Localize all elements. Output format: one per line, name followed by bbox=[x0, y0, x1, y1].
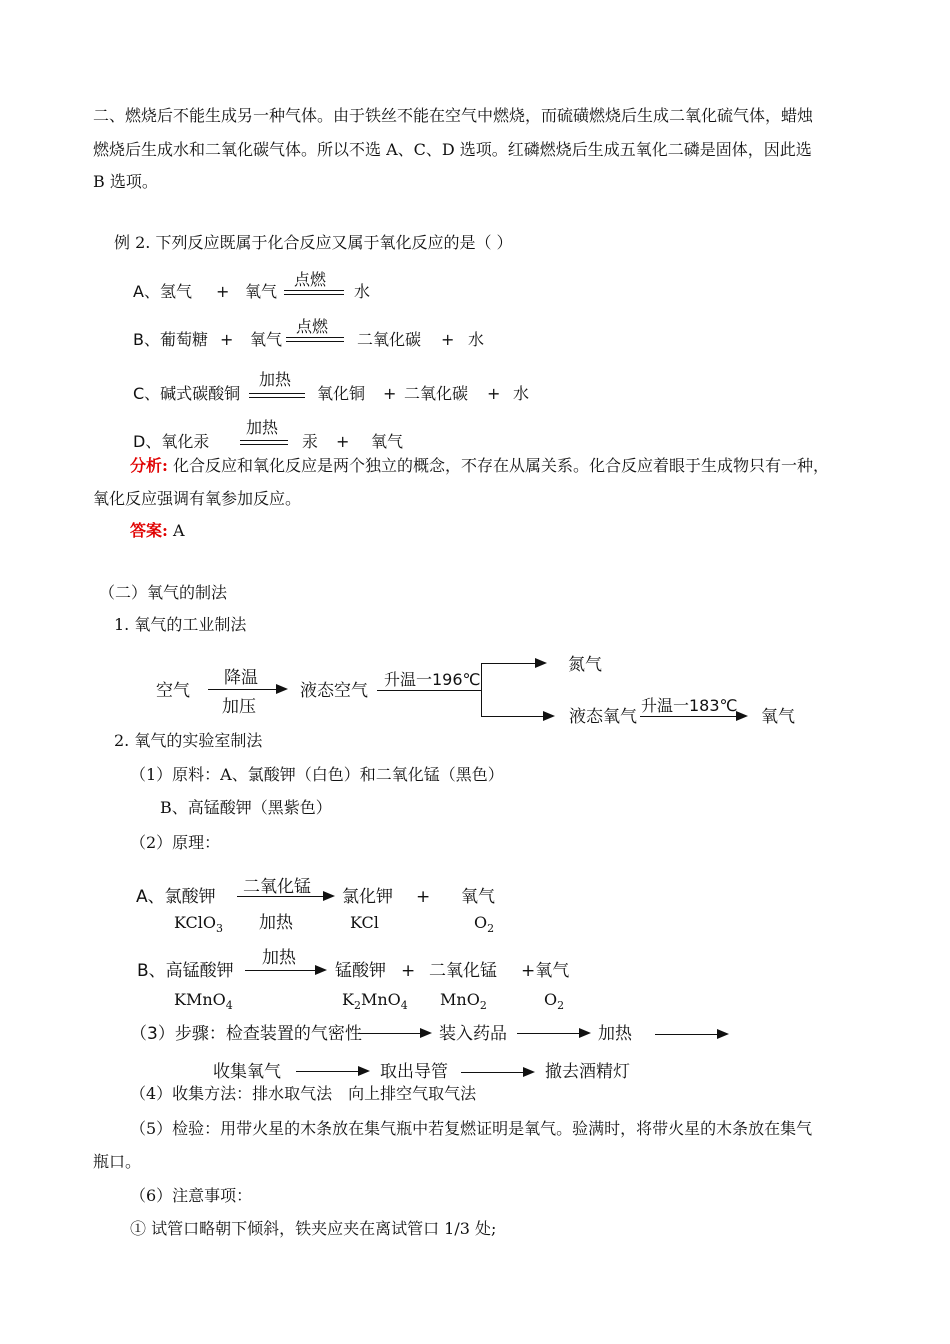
diagram-step2: 升温一196℃ bbox=[384, 670, 481, 689]
materials-line-2: B、高锰酸钾（黑紫色） bbox=[160, 798, 332, 817]
arrow-line bbox=[461, 1072, 523, 1073]
option-a-product: 水 bbox=[354, 282, 371, 301]
reaction-b-formula-product-1: $K_2MnO_4$ bbox=[342, 990, 408, 1012]
arrow-head-icon bbox=[535, 658, 547, 668]
diagram-step3: 升温一183℃ bbox=[641, 696, 738, 715]
diagram-oxygen: 氧气 bbox=[761, 707, 795, 727]
option-a-condition: 点燃 bbox=[294, 270, 327, 289]
arrow-head-icon bbox=[523, 1067, 535, 1077]
option-c-plus-2: + bbox=[487, 384, 501, 403]
diagram-air: 空气 bbox=[156, 681, 190, 701]
arrow-head-icon bbox=[543, 711, 555, 721]
option-c-product-2: 二氧化碳 bbox=[404, 384, 469, 403]
reaction-a-product-1: 氯化钾 bbox=[342, 887, 393, 907]
reaction-a-formula-product-1: KCl bbox=[350, 913, 379, 932]
reaction-b-product-3: +氧气 bbox=[521, 961, 570, 981]
reaction-a-condition: 加热 bbox=[259, 913, 293, 933]
arrow-line bbox=[296, 1071, 358, 1072]
arrow-head-icon bbox=[736, 711, 748, 721]
diagram-step1-bottom: 加压 bbox=[222, 697, 256, 717]
reaction-a-product-2: 氧气 bbox=[461, 887, 495, 907]
arrow-line bbox=[208, 689, 276, 690]
answer-value: A bbox=[173, 521, 185, 540]
option-a-reactant: 氧气 bbox=[245, 282, 278, 301]
equals-sign-top bbox=[286, 337, 344, 338]
arrow-line bbox=[655, 1034, 717, 1035]
analysis-text-1: 化合反应和氧化反应是两个独立的概念，不存在从属关系。化合反应着眼于生成物只有一种， bbox=[173, 456, 830, 475]
arrow-line bbox=[640, 716, 736, 717]
equals-sign-top bbox=[249, 393, 305, 394]
equals-sign-top bbox=[284, 290, 344, 291]
section-heading: （二）氧气的制法 bbox=[99, 583, 228, 602]
principle-heading: （2）原理： bbox=[130, 833, 221, 852]
analysis-line-1 bbox=[130, 456, 829, 476]
arrow-line bbox=[237, 896, 323, 897]
equals-sign-bottom bbox=[240, 444, 288, 445]
option-c-label: C、碱式碳酸铜 bbox=[133, 384, 241, 403]
reaction-b-formula-reactant: KMnO$_4$ bbox=[174, 990, 233, 1012]
option-b-label: B、葡萄糖 bbox=[133, 330, 208, 349]
reaction-b-label: B、高锰酸钾 bbox=[137, 961, 234, 981]
analysis-label: 分析: bbox=[130, 456, 168, 475]
option-b-plus-2: + bbox=[441, 330, 455, 349]
lab-heading: 2. 氧气的实验室制法 bbox=[114, 731, 263, 750]
reaction-a-label: A、氯酸钾 bbox=[136, 887, 216, 907]
arrow-head-icon bbox=[315, 965, 327, 975]
reaction-b-product-1: 锰酸钾 bbox=[335, 961, 386, 981]
test-line-1: （5）检验：用带火星的木条放在集气瓶中若复燃证明是氧气。验满时，将带火星的木条放在集气 bbox=[130, 1119, 813, 1138]
equals-sign-bottom bbox=[286, 341, 344, 342]
option-a-label: A、氢气 bbox=[133, 282, 192, 301]
equals-sign-bottom bbox=[284, 294, 344, 295]
reaction-b-condition: 加热 bbox=[262, 948, 296, 968]
materials-line-1: （1）原料：A、氯酸钾（白色）和二氧化锰（黑色） bbox=[130, 765, 504, 784]
intro-line-1: 二、燃烧后不能生成另一种气体。由于铁丝不能在空气中燃烧，而硫磺燃烧后生成二氧化硫气体，蜡烛 bbox=[93, 106, 814, 125]
option-b-condition: 点燃 bbox=[296, 317, 329, 336]
step-remove-lamp: 撤去酒精灯 bbox=[545, 1062, 630, 1082]
step-remove-tube: 取出导管 bbox=[380, 1062, 448, 1082]
arrow-head-icon bbox=[420, 1028, 432, 1038]
arrow-line bbox=[481, 663, 535, 664]
option-d-product-1: 汞 bbox=[302, 432, 319, 451]
option-d-condition: 加热 bbox=[246, 418, 279, 437]
step-heat: 加热 bbox=[598, 1024, 632, 1044]
option-c-plus-1: + bbox=[383, 384, 397, 403]
equals-sign-bottom bbox=[249, 397, 305, 398]
analysis-line-2: 氧化反应强调有氧参加反应。 bbox=[93, 489, 302, 508]
intro-line-2: 燃烧后生成水和二氧化碳气体。所以不选 A、C、D 选项。红磷燃烧后生成五氧化二磷是固体，因此选 bbox=[93, 140, 812, 159]
reaction-a-plus: + bbox=[416, 887, 431, 907]
steps-label: （3）步骤：检查装置的气密性 bbox=[130, 1024, 362, 1044]
diagram-step1-top: 降温 bbox=[224, 668, 258, 688]
option-d-label: D、氧化汞 bbox=[133, 432, 210, 451]
arrow-head-icon bbox=[717, 1029, 729, 1039]
arrow-head-icon bbox=[579, 1028, 591, 1038]
arrow-head-icon bbox=[323, 891, 335, 901]
arrow-head-icon bbox=[276, 684, 288, 694]
option-b-reactant: 氧气 bbox=[250, 330, 283, 349]
reaction-a-catalyst: 二氧化锰 bbox=[243, 877, 311, 897]
step-load-reagents: 装入药品 bbox=[439, 1024, 507, 1044]
option-d-plus: + bbox=[336, 432, 350, 451]
option-b-plus: + bbox=[220, 330, 234, 349]
reaction-b-plus: + bbox=[401, 961, 416, 981]
option-c-product-3: 水 bbox=[513, 384, 530, 403]
test-line-2: 瓶口。 bbox=[93, 1152, 142, 1171]
example-question: 例 2. 下列反应既属于化合反应又属于氧化反应的是（ ） bbox=[114, 233, 513, 252]
step-collect-oxygen: 收集氧气 bbox=[213, 1062, 281, 1082]
equals-sign-top bbox=[240, 440, 288, 441]
arrow-line bbox=[245, 970, 315, 971]
diagram-liquid-oxygen: 液态氧气 bbox=[569, 707, 637, 727]
branch-line bbox=[481, 663, 482, 716]
intro-line-3: B 选项。 bbox=[93, 172, 158, 191]
line bbox=[377, 690, 482, 691]
option-b-product-2: 水 bbox=[468, 330, 485, 349]
reaction-b-formula-product-2: MnO$_2$ bbox=[440, 990, 487, 1012]
reaction-b-product-2: 二氧化锰 bbox=[429, 961, 497, 981]
reaction-a-formula-reactant: KClO$_3$ bbox=[174, 913, 223, 935]
option-a-plus: + bbox=[216, 282, 230, 301]
diagram-liquid-air: 液态空气 bbox=[300, 681, 368, 701]
arrow-line bbox=[517, 1033, 579, 1034]
note-1: ① 试管口略朝下倾斜，铁夹应夹在离试管口 1/3 处; bbox=[130, 1219, 497, 1238]
notes-heading: （6）注意事项： bbox=[130, 1186, 253, 1205]
arrow-line bbox=[358, 1033, 420, 1034]
reaction-b-formula-product-3: $O_2$ bbox=[544, 990, 565, 1012]
arrow-line bbox=[481, 716, 543, 717]
reaction-a-formula-product-2: $O_2$ bbox=[474, 913, 495, 935]
arrow-head-icon bbox=[358, 1066, 370, 1076]
diagram-nitrogen: 氮气 bbox=[568, 655, 602, 675]
industrial-heading: 1. 氧气的工业制法 bbox=[114, 615, 247, 634]
option-c-condition: 加热 bbox=[259, 370, 292, 389]
option-c-product-1: 氧化铜 bbox=[317, 384, 366, 403]
answer-label: 答案: bbox=[130, 521, 168, 540]
option-b-product-1: 二氧化碳 bbox=[357, 330, 422, 349]
collection-method: （4）收集方法：排水取气法 向上排空气取气法 bbox=[130, 1084, 477, 1103]
answer bbox=[130, 521, 185, 541]
option-d-product-2: 氧气 bbox=[371, 432, 404, 451]
